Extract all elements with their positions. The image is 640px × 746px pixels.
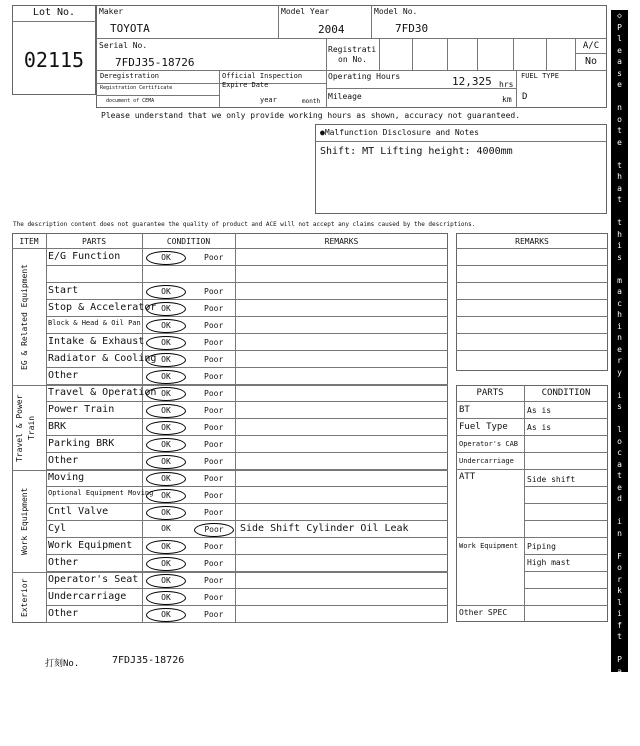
remarks-right-header: REMARKS xyxy=(515,237,549,246)
condition-ok[interactable]: OK xyxy=(146,540,186,554)
serial-no-label: Serial No. xyxy=(99,41,148,50)
row-part-label: Operator's Seat xyxy=(48,574,139,585)
item-header: ITEM xyxy=(19,237,39,246)
spec-parts-header: PARTS xyxy=(476,388,504,398)
condition-ok[interactable]: OK xyxy=(146,421,186,435)
condition-poor[interactable]: Poor xyxy=(204,610,224,619)
condition-poor[interactable]: Poor xyxy=(204,542,224,551)
serial-no-value: 7FDJ35-18726 xyxy=(115,56,195,69)
row-part-label: Other xyxy=(48,455,79,466)
row-part-label: E/G Function xyxy=(48,251,121,262)
cema-label: document of CEMA xyxy=(106,98,155,104)
deregistration-label: Deregistration xyxy=(100,72,160,80)
maker-value: TOYOTA xyxy=(110,22,150,35)
condition-poor[interactable]: Poor xyxy=(204,321,224,330)
condition-poor[interactable]: Poor xyxy=(204,423,224,432)
spec-condition-header: CONDITION xyxy=(541,388,591,398)
row-part-label: Work Equipment xyxy=(48,540,133,551)
condition-poor[interactable]: Poor xyxy=(204,372,224,381)
condition-ok[interactable]: OK xyxy=(146,489,186,503)
condition-ok[interactable]: OK xyxy=(146,404,186,418)
spec-cab-label: Operator's CAB xyxy=(459,440,519,448)
disclaimer: The description content does not guarantee the quality of product and ACE will not accept any claims caused by the descriptions. xyxy=(13,221,476,228)
condition-poor[interactable]: Poor xyxy=(204,304,224,313)
condition-poor[interactable]: Poor xyxy=(204,440,224,449)
model-no-value: 7FD30 xyxy=(395,22,429,35)
condition-poor[interactable]: Poor xyxy=(204,559,224,568)
condition-ok[interactable]: OK xyxy=(146,336,186,350)
condition-ok[interactable]: OK xyxy=(146,557,186,571)
condition-ok[interactable]: OK xyxy=(146,285,186,299)
row-part-label: Parking BRK xyxy=(48,438,115,449)
model-year-value: 2004 xyxy=(318,23,345,36)
stamp-label: 打刻No. xyxy=(45,659,80,669)
spec-other-label: Other SPEC xyxy=(459,608,508,617)
condition-ok[interactable]: OK xyxy=(146,591,186,605)
condition-ok[interactable]: OK xyxy=(146,251,186,265)
condition-ok[interactable]: OK xyxy=(146,319,186,333)
condition-poor[interactable]: Poor xyxy=(204,389,224,398)
fuel-type-value: D xyxy=(522,92,528,102)
row-part-label: Other xyxy=(48,608,79,619)
operating-hours-value: 12,325 xyxy=(452,75,492,88)
inspection-label-1: Official Inspection xyxy=(222,72,303,80)
condition-poor[interactable]: Poor xyxy=(204,338,224,347)
condition-ok[interactable]: OK xyxy=(146,574,186,588)
registration-label-2: on No. xyxy=(338,55,367,64)
spec-bt-label: BT xyxy=(459,405,470,415)
condition-ok[interactable]: OK xyxy=(161,524,171,533)
condition-poor[interactable]: Poor xyxy=(204,457,224,466)
spec-undercarriage-label: Undercarriage xyxy=(459,457,514,465)
condition-ok[interactable]: OK xyxy=(146,608,186,622)
row-part-label: Stop & Accelerator xyxy=(48,302,157,313)
lot-no-label: Lot No. xyxy=(32,7,76,18)
malfunction-note: Shift: MT Lifting height: 4000mm xyxy=(320,146,513,157)
condition-poor[interactable]: Poor xyxy=(204,287,224,296)
row-part-label: Intake & Exhaust xyxy=(48,336,145,347)
working-hours-note: Please understand that we only provide working hours as shown, accuracy not guaranteed. xyxy=(101,111,521,120)
spec-bt-value: As is xyxy=(527,406,552,415)
condition-ok[interactable]: OK xyxy=(146,455,186,469)
side-note-strip: ◇ P l e a s e n o t e t h a t t h i s m a c h i n e r y i s l o c a t e d i n F o r k l i f t P a r k i n g ◇ xyxy=(611,10,628,672)
malfunction-title: ●Malfunction Disclosure and Notes xyxy=(320,128,479,137)
condition-poor[interactable]: Poor xyxy=(204,576,224,585)
row-part-label: Block & Head & Oil Pan xyxy=(48,319,141,327)
row-part-label: Radiator & Cooling xyxy=(48,353,157,364)
registration-label-1: Registrati xyxy=(328,45,377,54)
row-part-label: Other xyxy=(48,557,79,568)
condition-ok[interactable]: OK xyxy=(146,472,186,486)
condition-poor[interactable]: Poor xyxy=(204,491,224,500)
model-year-label: Model Year xyxy=(281,7,330,16)
malfunction-box xyxy=(315,124,607,214)
operating-hours-label: Operating Hours xyxy=(328,72,401,81)
spec-fuel-label: Fuel Type xyxy=(459,422,508,432)
condition-header: CONDITION xyxy=(166,237,211,246)
condition-ok[interactable]: OK xyxy=(146,438,186,452)
year-label: year xyxy=(260,96,277,104)
km-unit: km xyxy=(502,95,512,104)
condition-ok[interactable]: OK xyxy=(146,387,186,401)
month-label: month xyxy=(302,98,321,105)
condition-poor[interactable]: Poor xyxy=(204,355,224,364)
condition-ok[interactable]: OK xyxy=(146,370,186,384)
spec-work-value-2: High mast xyxy=(527,558,571,567)
model-no-label: Model No. xyxy=(374,7,418,16)
inspection-label-2: Expire Date xyxy=(222,81,269,89)
lot-no-value: 02115 xyxy=(23,48,85,72)
row-part-label: Undercarriage xyxy=(48,591,127,602)
row-part-label: Travel & Operation xyxy=(48,387,157,398)
group-travel-2: Train xyxy=(27,415,36,441)
condition-ok[interactable]: OK xyxy=(146,506,186,520)
row-part-label: Moving xyxy=(48,472,85,483)
row-part-label: Power Train xyxy=(48,404,115,415)
row-part-label: Cntl Valve xyxy=(48,506,109,517)
parts-header: PARTS xyxy=(81,237,107,246)
spec-att-label: ATT xyxy=(459,472,476,482)
group-eg: EG & Related Equipment xyxy=(20,264,29,370)
row-part-label: BRK xyxy=(48,421,67,432)
group-work: Work Equipment xyxy=(20,487,29,556)
row-part-label: Optional Equipment Moving xyxy=(48,489,154,497)
condition-ok[interactable]: OK xyxy=(146,353,186,367)
condition-poor[interactable]: Poor xyxy=(204,406,224,415)
hrs-unit: hrs xyxy=(499,80,514,89)
condition-poor[interactable]: Poor xyxy=(204,508,224,517)
spec-att-value: Side shift xyxy=(527,475,576,484)
condition-poor[interactable]: Poor xyxy=(194,523,234,537)
row-part-label: Start xyxy=(48,285,79,296)
fuel-type-label: FUEL TYPE xyxy=(521,72,559,80)
row-part-label: Other xyxy=(48,370,79,381)
group-travel-1: Travel & Power xyxy=(15,394,24,462)
group-exterior: Exterior xyxy=(20,578,29,618)
maker-label: Maker xyxy=(99,7,124,16)
condition-poor[interactable]: Poor xyxy=(204,253,224,262)
stamp-value: 7FDJ35-18726 xyxy=(112,655,185,666)
spec-work-value-1: Piping xyxy=(527,542,556,551)
row-part-label: Cyl xyxy=(48,523,67,534)
spec-work-label: Work Equipment xyxy=(459,542,519,550)
row-remark: Side Shift Cylinder Oil Leak xyxy=(240,523,409,534)
mileage-label: Mileage xyxy=(328,92,362,101)
condition-ok[interactable]: OK xyxy=(146,302,186,316)
ac-value: No xyxy=(584,56,598,67)
remarks-header: REMARKS xyxy=(324,237,359,246)
registration-cert-label: Registration Certificate xyxy=(100,85,173,91)
ac-label: A/C xyxy=(582,41,600,51)
condition-poor[interactable]: Poor xyxy=(204,474,224,483)
spec-fuel-value: As is xyxy=(527,423,552,432)
condition-poor[interactable]: Poor xyxy=(204,593,224,602)
